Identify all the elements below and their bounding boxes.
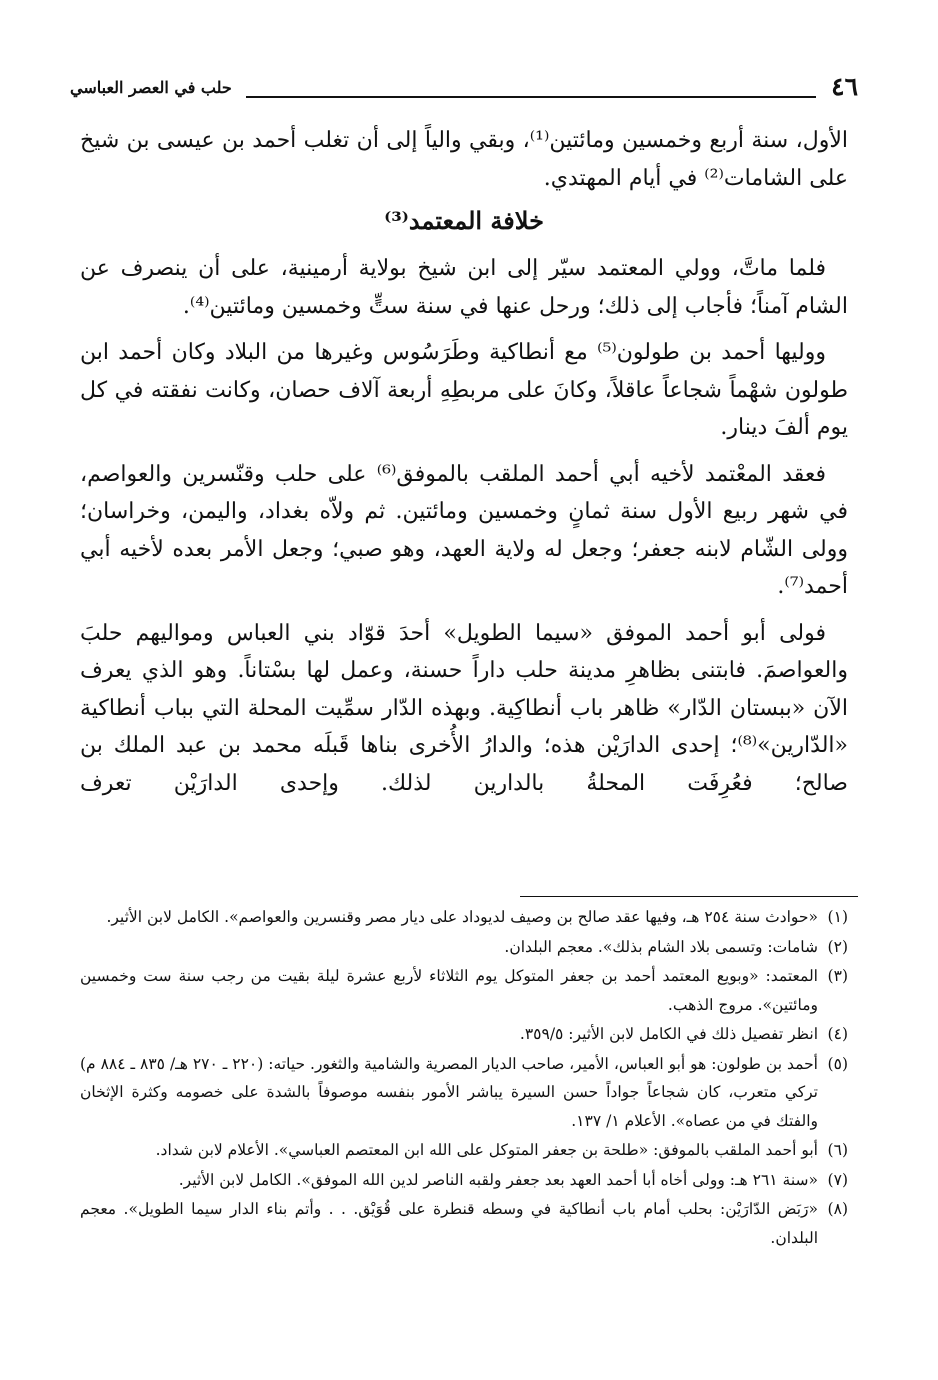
footnote-number: (٦) [827,1141,848,1159]
footnote-text: «حوادث سنة ٢٥٤ هـ، وفيها عقد صالح بن وصيف لديوداد على ديار مصر وقنسرين والعواصم». الكامل لابن الأثير. [106,908,818,926]
section-heading: خلافة المعتمد⁽³⁾ [384,206,544,235]
footnote-number: (٤) [827,1025,848,1043]
footnote-separator [520,896,858,897]
running-title: حلب في العصر العباسي [70,78,232,97]
footnote-number: (٧) [827,1170,848,1189]
footnote-1 [80,903,848,932]
footnote-text: شامات: وتسمى بلاد الشام بذلك». معجم البلدان. [504,937,818,956]
footnote-number: (٥) [827,1054,848,1073]
footnote-7 [80,1166,848,1195]
header-rule [246,96,816,98]
footnote-text: «سنة ٢٦١ هـ: وولى أخاه أبا أحمد العهد بعد جعفر ولقبه الناصر لدين الله الموفق». الكامل لابن الأثير. [178,1170,818,1189]
footnote-number: (٣) [827,967,848,985]
footnote-text: أبو أحمد الملقب بالموفق: «طلحة بن جعفر المتوكل على الله ابن المعتصم العباسي». الأعلام لابن شداد. [155,1141,818,1159]
footnote-text: انظر تفصيل ذلك في الكامل لابن الأثير: ٣٥٩/٥. [519,1025,818,1043]
paragraph-2: فلما ماتَّ، وولي المعتمد سيّر إلى ابن شيخ بولاية أرمينية، على أن ينصرف عن الشام آمناً؛ فأجاب إلى ذلك؛ ورحل عنها في سنة ستٍّ وخمسين ومائتين⁽⁴⁾. [80,256,848,319]
footnote-3 [80,962,848,1019]
footnote-4 [80,1020,848,1049]
page-number: ٤٦ [831,72,858,101]
main-text [80,122,848,802]
footnote-number: (٢) [827,937,848,956]
paragraph-1: الأول، سنة أربع وخمسين ومائتين⁽¹⁾، وبقي والياً إلى أن تغلب أحمد بن عيسى بن شيخ على الشامات⁽²⁾ في أيام المهتدي. [80,128,848,191]
paragraph-4: فعقد المعْتمد لأخيه أبي أحمد الملقب بالموفق⁽⁶⁾ على حلب وقنّسرين والعواصم، في شهر ربيع الأول سنة ثمانٍ وخمسين ومائتين. ثم ولاّه بغداد، واليمن، وخراسان؛ وولى الشّام لابنه جعفر؛ وجعل له ولاية العهد، وهو صبي؛ وجعل الأمر بعده لأخيه أبي أحمد⁽⁷⁾. [80,461,848,599]
footnote-number: (٨) [827,1200,848,1218]
footnote-text: المعتمد: «وبويع المعتمد أحمد بن جعفر المتوكل يوم الثلاثاء لأربع عشرة ليلة بقيت من رجب سنة ست وخمسين ومائتين». مروج الذهب. [80,967,818,1014]
footnote-2 [80,933,848,962]
footnote-text: «رَبَض الدّارَيْن: بحلب أمام باب أنطاكية في وسطه قنطرة على قُوَيْق. . . وأتم بناء الدار سيما الطويل». معجم البلدان. [80,1200,818,1247]
paragraph-3: ووليها أحمد بن طولون⁽⁵⁾ مع أنطاكية وطَرَسُوس وغيرها من البلاد وكان أحمد ابن طولون شهْماً شجاعاً عاقلاً، وكانَ على مربطِهِ أربعة آلاف حصان، وكانت نفقته في كل يوم ألفَ دينار. [80,340,848,440]
footnote-8 [80,1195,848,1252]
footnotes [80,903,848,1253]
footnote-6 [80,1136,848,1165]
footnote-number: (١) [827,908,848,926]
footnote-text: أحمد بن طولون: هو أبو العباس، الأمير، صاحب الديار المصرية والشامية والثغور. حياته: (٢٢٠ ـ ٢٧٠ هـ/ ٨٣٥ ـ ٨٨٤ م) تركي متعرب، كان شجاعاً جواداً حسن السيرة يباشر الأمور بنفسه موصوفاً بالشدة على خصومه وكثرة الإثخان والفتك في من عصاه». الأعلام ١/ ١٣٧. [80,1054,818,1130]
paragraph-5: فولى أبو أحمد الموفق «سيما الطويل» أحدَ قوّاد بني العباس ومواليهم حلبَ والعواصمَ. فابتنى بظاهرِ مدينة حلب داراً حسنة، وعمل لها بسْتاناً. وهو الذي يعرف الآن «ببستان الدّار» ظاهر باب أنطاكِية. وبهذه الدّار سمِّيت المحلة التي بباب أنطاكية «الدّارين»⁽⁸⁾؛ إحدى الدارَيْن هذه؛ والدارُ الأُخرى بناها قَبلَه محمد بن عبد الملك بن صالح؛ فعُرِفَت المحلةُ بالدارين لذلك. وإحدى الدارَيْن تعرف [80,620,848,796]
running-header [70,72,858,106]
footnote-5 [80,1050,848,1136]
